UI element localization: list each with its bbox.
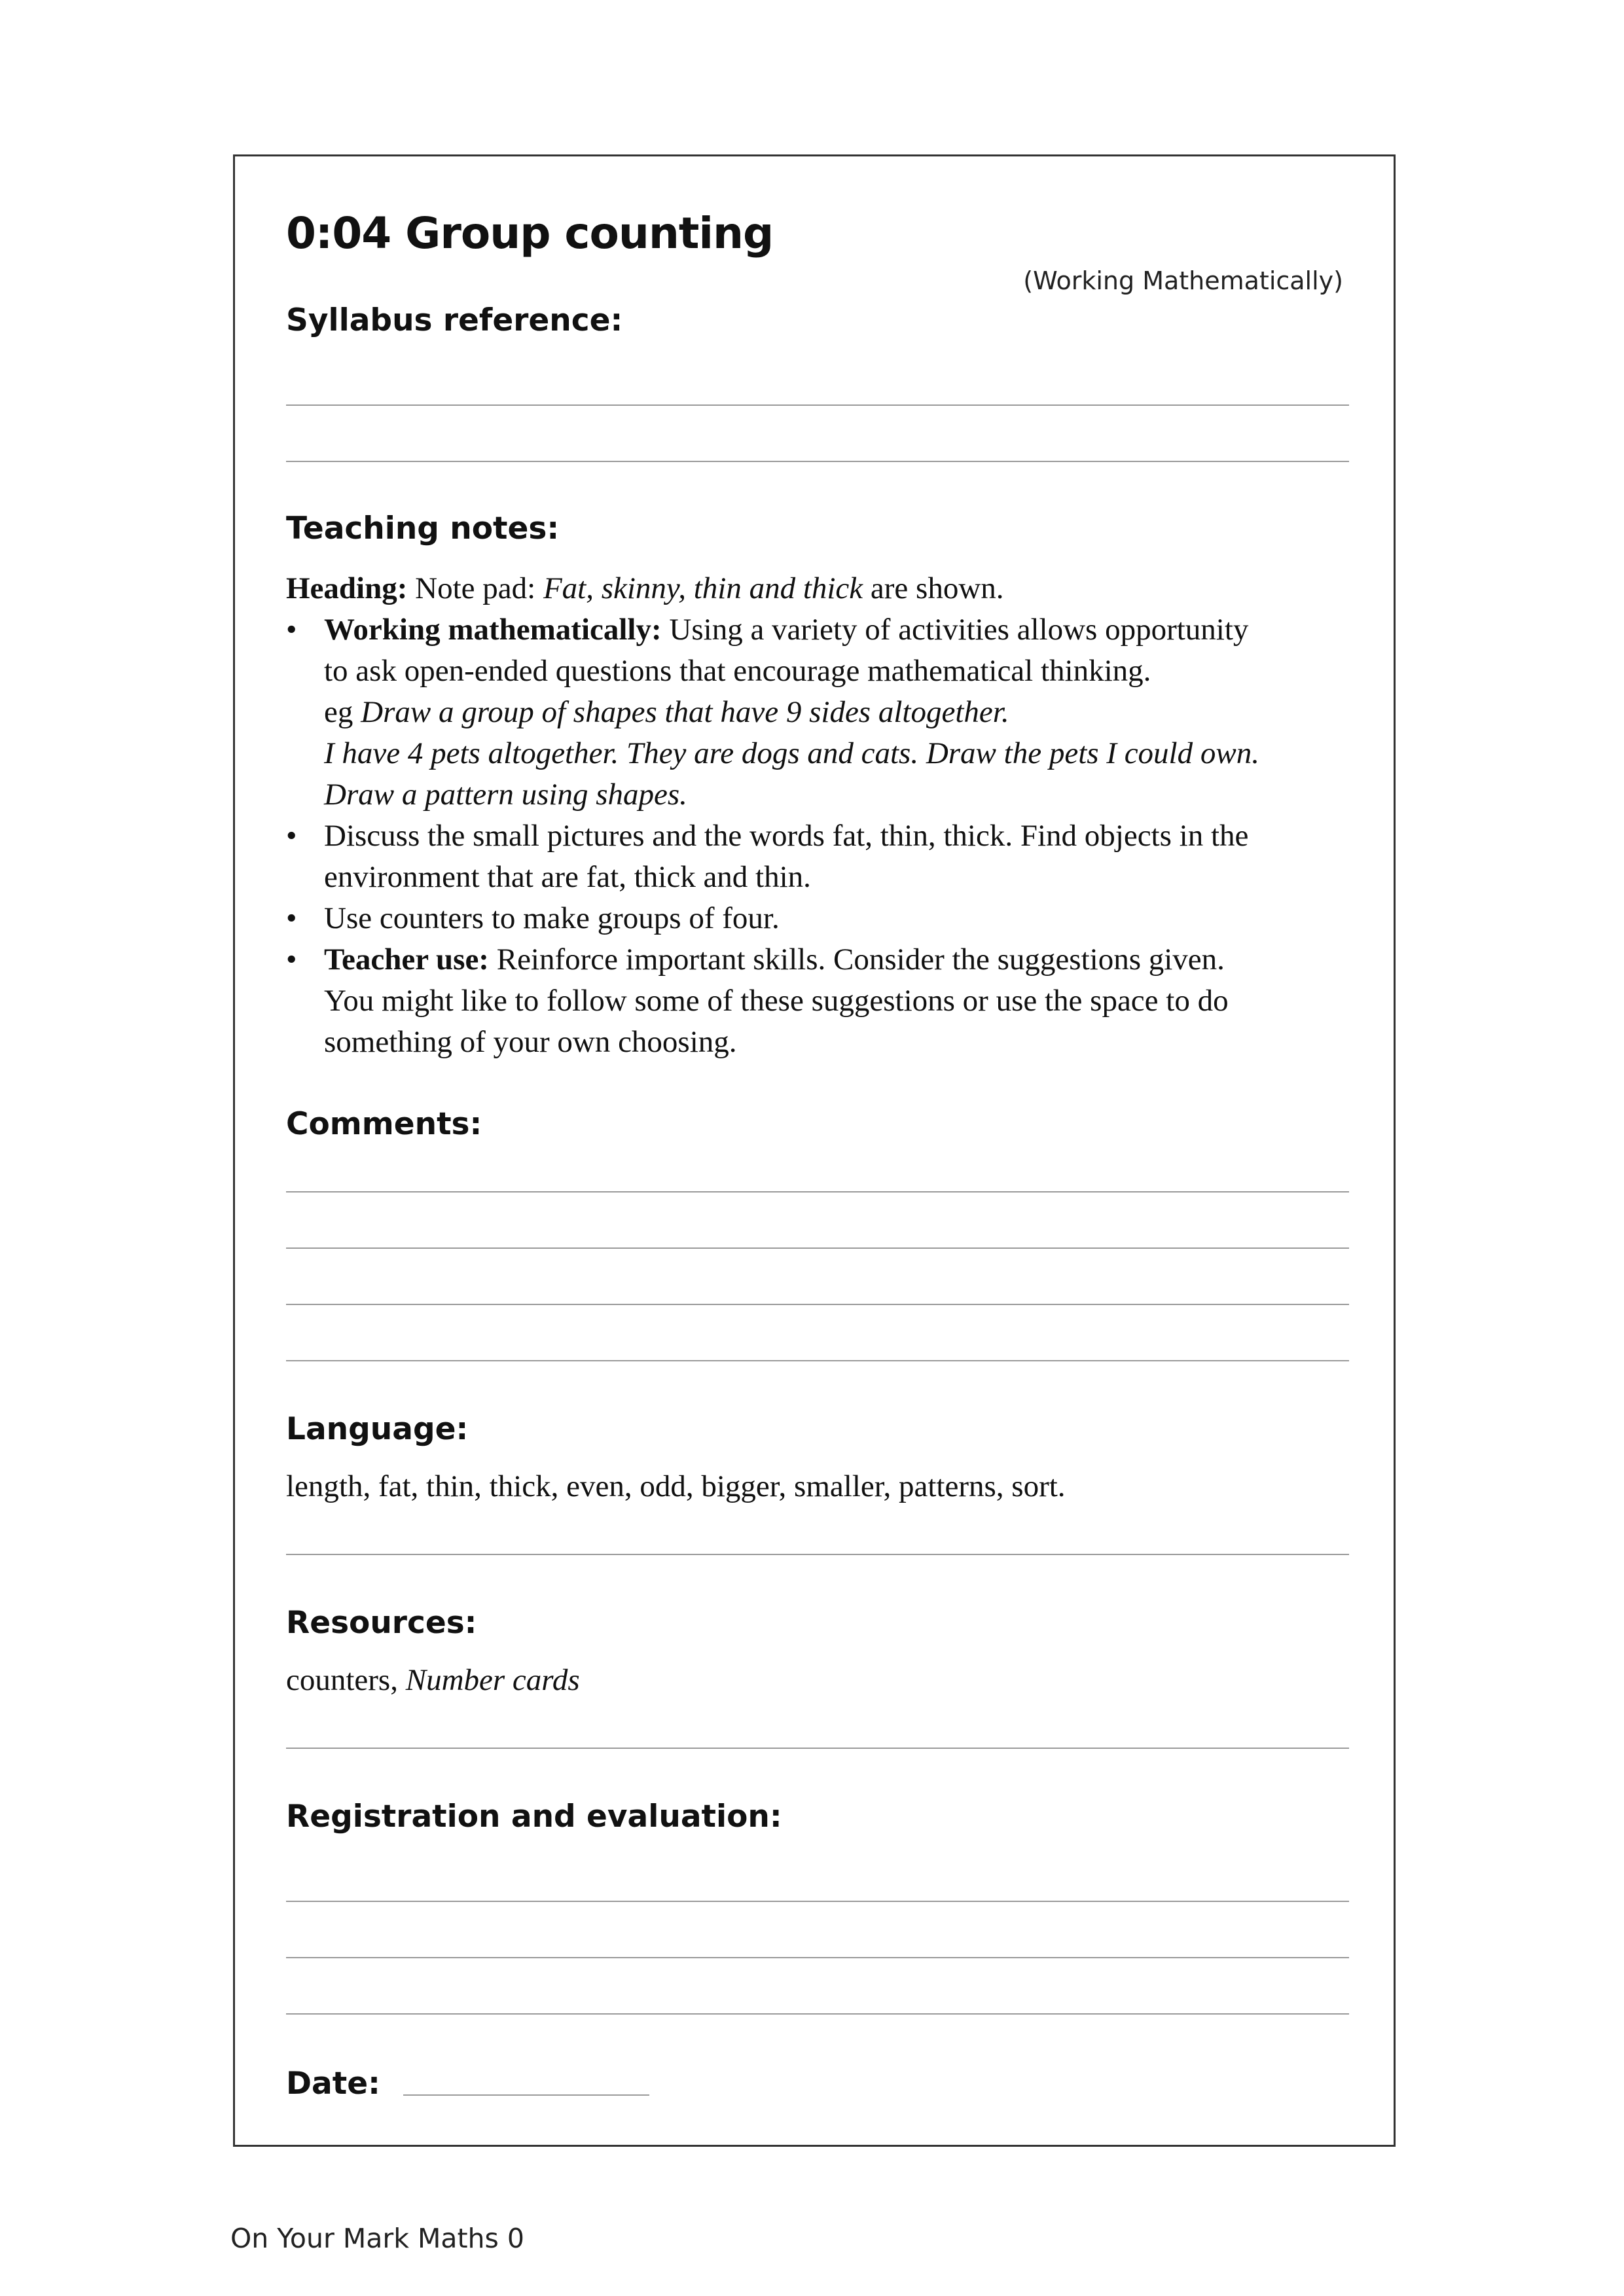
language-text: length, fat, thin, thick, even, odd, bigger, smaller, patterns, sort. (286, 1469, 1066, 1503)
bullet-discuss: • Discuss the small pictures and the words fat, thin, thick. Find objects in the (286, 816, 1360, 857)
language-line[interactable] (286, 1554, 1349, 1555)
registration-line-2[interactable] (286, 1957, 1349, 1958)
page-frame (233, 154, 1396, 2147)
date-field-line[interactable] (403, 2094, 649, 2096)
registration-line-1[interactable] (286, 1901, 1349, 1902)
bullet-teacher-use: • Teacher use: Reinforce important skills. Consider the suggestions given. (286, 939, 1360, 980)
teaching-notes-body: Heading: Note pad: Fat, skinny, thin and thick are shown. • Working mathematically: Using a variety of activities allows opportunity to ask open-ended questions that encourage mathematical thinking. eg Draw a group of shapes that have 9 sides altogether. I have 4 pets altogether. They are dogs and cats. Draw the pets I could own. Draw a pattern using shapes. • Discuss the small pictures and the words fat, thin, thick. Find objects in the environment that are fat, thick and thin. • Use counters to make groups of four. • Teacher use: Reinforce important skills. Consider the suggestions given. You might like to follow some of these suggestions or use the space to do something of your own choosing. (286, 568, 1360, 1063)
registration-line-3[interactable] (286, 2013, 1349, 2015)
syllabus-heading: Syllabus reference: (286, 302, 623, 338)
syllabus-line-2[interactable] (286, 461, 1349, 462)
registration-heading: Registration and evaluation: (286, 1799, 782, 1835)
comments-heading: Comments: (286, 1106, 482, 1142)
comments-line-2[interactable] (286, 1247, 1349, 1249)
heading-note: Heading: Note pad: Fat, skinny, thin and thick are shown. (286, 571, 1004, 605)
resources-heading: Resources: (286, 1605, 477, 1641)
comments-line-3[interactable] (286, 1304, 1349, 1305)
language-heading: Language: (286, 1411, 469, 1447)
strand-label: (Working Mathematically) (1023, 266, 1343, 295)
resources-text: counters, Number cards (286, 1663, 580, 1697)
resources-line[interactable] (286, 1748, 1349, 1749)
bullet-working-mathematically: • Working mathematically: Using a variety of activities allows opportunity (286, 609, 1360, 651)
bullet-counters: • Use counters to make groups of four. (286, 898, 1360, 939)
date-label: Date: (286, 2066, 380, 2102)
page-title: 0:04 Group counting (286, 208, 774, 259)
footer-text: On Your Mark Maths 0 (230, 2223, 525, 2254)
comments-line-1[interactable] (286, 1191, 1349, 1193)
comments-line-4[interactable] (286, 1360, 1349, 1361)
teaching-notes-heading: Teaching notes: (286, 511, 560, 547)
syllabus-line-1[interactable] (286, 404, 1349, 406)
heading-note-label: Heading: (286, 571, 408, 605)
